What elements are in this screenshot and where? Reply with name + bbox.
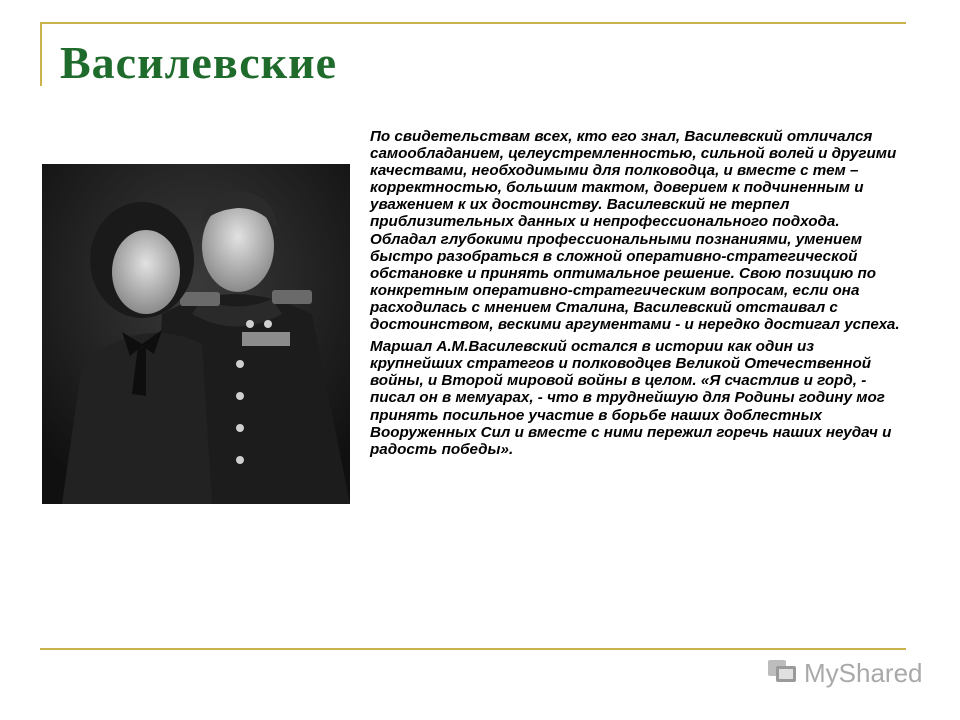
portrait-photo — [42, 164, 350, 504]
paragraph-1: По свидетельствам всех, кто его знал, Василевский отличался самообладанием, целеустремленностью, сильной волей и другими качествами, необходимыми для полководца, и вместе с тем – корректностью, большим тактом, доверием к подчиненным и уважением к их достоинству. Василевский не терпел приблизительных данных и непрофессионального подхода. Обладал глубокими профессиональными познаниями, умением быстро разобраться в сложной оперативно-стратегической обстановке и принять оптимальное решение. Свою позицию по конкретным оперативно-стратегическим вопросам, если она расходилась с мнением Сталина, Василевский отстаивал с достоинством, вескими аргументами - и нередко достигал успеха. — [370, 128, 900, 334]
bottom-rule — [40, 648, 906, 650]
logo-text: MyShared — [804, 657, 923, 688]
paragraph-2: Маршал А.М.Василевский остался в истории как один из крупнейших стратегов и полководцев Великой Отечественной войны, и Второй мировой войны в целом. «Я счастлив и горд, - писал он в мемуарах, - что в труднейшую для Родины годину мог принять посильное участие в борьбе наших доблестных Вооруженных Сил и вместе с ними пережил горечь наших неудач и радость победы». — [370, 338, 892, 458]
slide-body — [370, 128, 900, 463]
left-rule — [40, 22, 42, 86]
logo-icon — [766, 656, 800, 691]
top-rule — [40, 22, 906, 24]
slide-title: Василевские — [60, 37, 338, 88]
myshared-logo[interactable] — [766, 656, 923, 690]
